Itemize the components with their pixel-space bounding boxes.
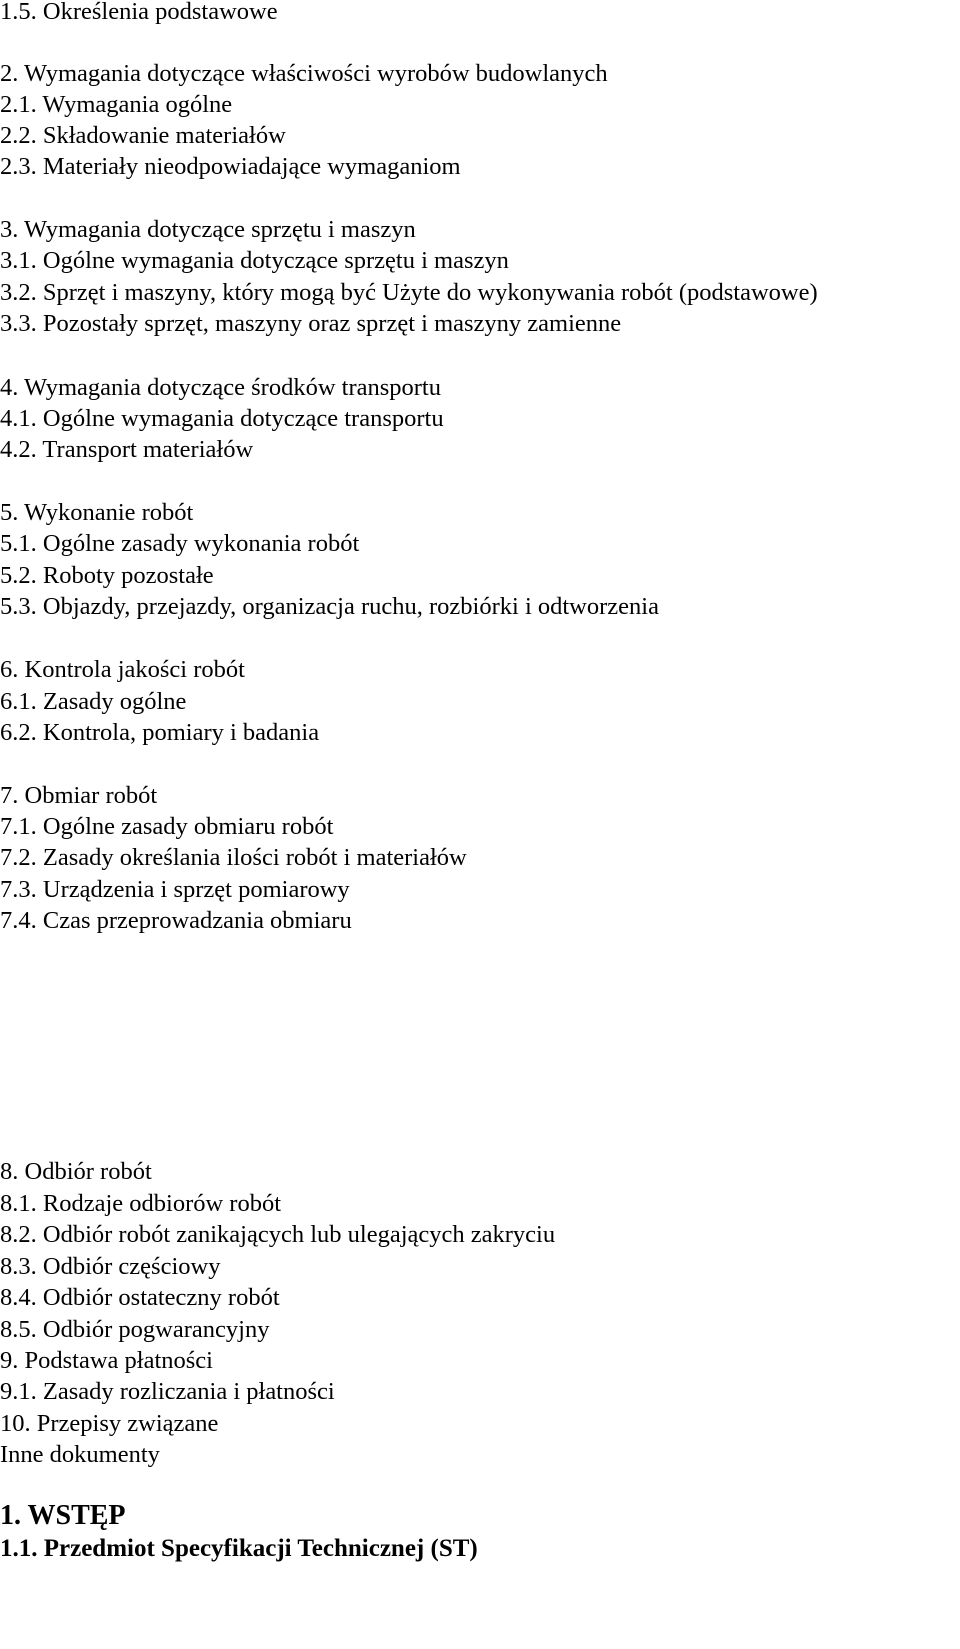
- toc-line: 4.1. Ogólne wymagania dotyczące transportu: [0, 405, 444, 432]
- toc-section-heading: 4. Wymagania dotyczące środków transportu: [0, 374, 441, 401]
- toc-section-heading: 9. Podstawa płatności: [0, 1347, 213, 1374]
- toc-line: 3.1. Ogólne wymagania dotyczące sprzętu i maszyn: [0, 247, 509, 274]
- toc-section-heading: 7. Obmiar robót: [0, 782, 158, 809]
- toc-line: 1.5. Określenia podstawowe: [0, 0, 278, 25]
- toc-line: 6.2. Kontrola, pomiary i badania: [0, 719, 320, 746]
- toc-line: 5.3. Objazdy, przejazdy, organizacja ruchu, rozbiórki i odtworzenia: [0, 593, 659, 620]
- toc-line: Inne dokumenty: [0, 1441, 160, 1468]
- toc-section-heading: 3. Wymagania dotyczące sprzętu i maszyn: [0, 216, 416, 243]
- toc-line: 8.1. Rodzaje odbiorów robót: [0, 1190, 282, 1217]
- toc-line: 7.3. Urządzenia i sprzęt pomiarowy: [0, 876, 350, 903]
- toc-line: 3.2. Sprzęt i maszyny, który mogą być Użyte do wykonywania robót (podstawowe): [0, 279, 818, 306]
- section-heading: 1.1. Przedmiot Specyfikacji Technicznej (ST): [0, 1535, 478, 1562]
- toc-section-heading: 10. Przepisy związane: [0, 1410, 219, 1437]
- toc-section-heading: 6. Kontrola jakości robót: [0, 656, 245, 683]
- toc-section-heading: 5. Wykonanie robót: [0, 499, 194, 526]
- toc-section-heading: 8. Odbiór robót: [0, 1158, 152, 1185]
- chapter-heading: 1. WSTĘP: [0, 1500, 126, 1531]
- toc-line: 5.2. Roboty pozostałe: [0, 562, 214, 589]
- toc-line: 4.2. Transport materiałów: [0, 436, 254, 463]
- toc-line: 8.3. Odbiór częściowy: [0, 1253, 221, 1280]
- toc-line: 5.1. Ogólne zasady wykonania robót: [0, 530, 360, 557]
- toc-section-heading: 2. Wymagania dotyczące właściwości wyrobów budowlanych: [0, 60, 608, 87]
- toc-line: 7.2. Zasady określania ilości robót i materiałów: [0, 844, 467, 871]
- toc-line: 2.3. Materiały nieodpowiadające wymaganiom: [0, 153, 461, 180]
- toc-line: 6.1. Zasady ogólne: [0, 688, 187, 715]
- toc-line: 9.1. Zasady rozliczania i płatności: [0, 1378, 335, 1405]
- toc-line: 2.1. Wymagania ogólne: [0, 91, 233, 118]
- toc-line: 8.4. Odbiór ostateczny robót: [0, 1284, 280, 1311]
- toc-line: 8.2. Odbiór robót zanikających lub ulegających zakryciu: [0, 1221, 556, 1248]
- toc-line: 7.4. Czas przeprowadzania obmiaru: [0, 907, 352, 934]
- toc-line: 8.5. Odbiór pogwarancyjny: [0, 1316, 270, 1343]
- toc-line: 2.2. Składowanie materiałów: [0, 122, 286, 149]
- toc-line: 7.1. Ogólne zasady obmiaru robót: [0, 813, 334, 840]
- toc-line: 3.3. Pozostały sprzęt, maszyny oraz sprzęt i maszyny zamienne: [0, 310, 622, 337]
